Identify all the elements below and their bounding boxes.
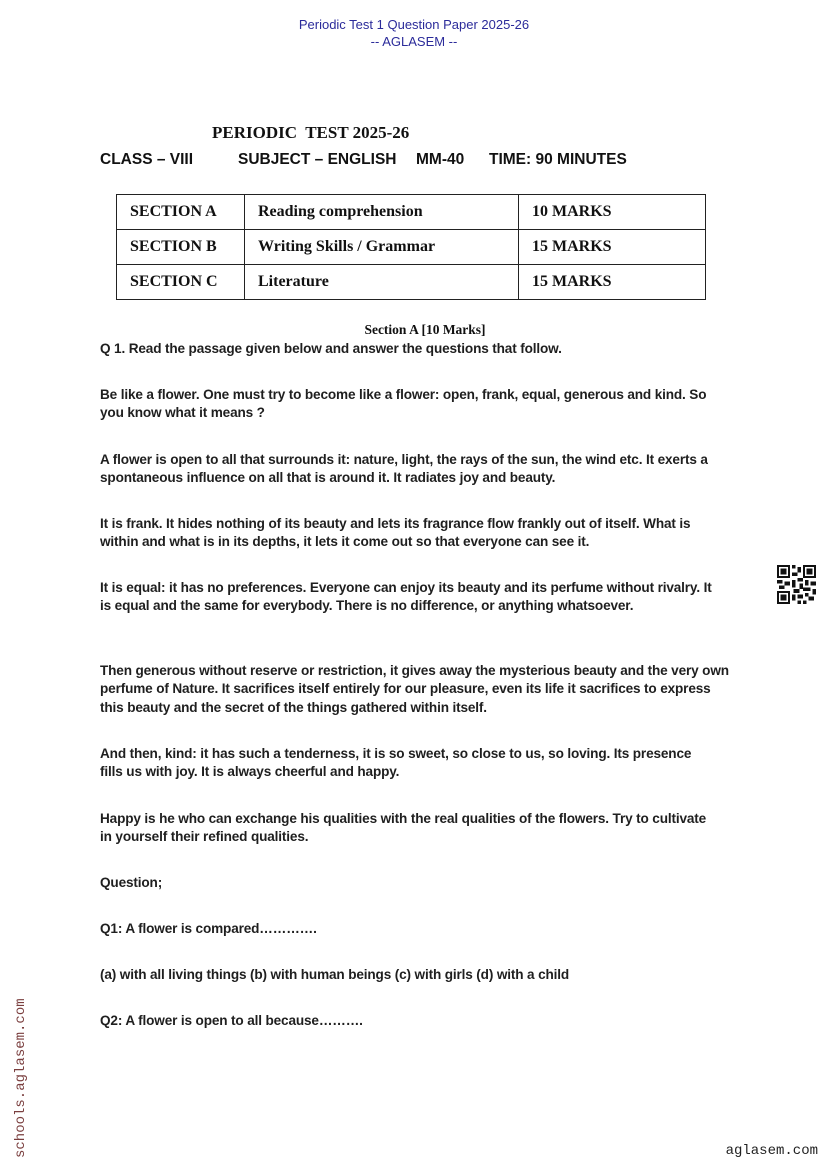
marks-cell: 10 MARKS	[519, 195, 706, 230]
passage-paragraph: Be like a flower. One must try to become like a flower: open, frank, equal, generous and kind. So you know what it means ?	[100, 387, 707, 421]
page-header	[0, 16, 828, 50]
marks-cell: 15 MARKS	[519, 265, 706, 300]
question-2: Q2: A flower is open to all because……….	[100, 1013, 363, 1028]
header-source: -- AGLASEM --	[370, 34, 458, 49]
paper-title: PERIODIC TEST 2025-26	[212, 123, 410, 142]
q1-instruction: Q 1. Read the passage given below and answer the questions that follow.	[100, 341, 562, 356]
max-marks-label: MM-40	[416, 151, 465, 168]
section-a-heading: Section A [10 Marks]	[364, 322, 486, 337]
passage-paragraph: A flower is open to all that surrounds it: nature, light, the rays of the sun, the wind etc. It exerts a spontaneous influence on all that is around it. It radiates joy and beauty.	[100, 452, 708, 486]
qr-code-icon	[777, 565, 816, 604]
table-row	[117, 195, 706, 230]
topic-cell: Writing Skills / Grammar	[245, 230, 519, 265]
class-label: CLASS – VIII	[100, 151, 194, 168]
question-1-options: (a) with all living things (b) with human beings (c) with girls (d) with a child	[100, 967, 570, 982]
topic-cell: Reading comprehension	[245, 195, 519, 230]
section-cell: SECTION A	[117, 195, 245, 230]
section-cell: SECTION B	[117, 230, 245, 265]
passage-paragraph: It is equal: it has no preferences. Everyone can enjoy its beauty and its perfume without rivalry. It is equal and the same for everybody. There is no difference, or anything whatsoever.	[100, 580, 712, 614]
table-row	[117, 265, 706, 300]
header-title: Periodic Test 1 Question Paper 2025-26	[298, 17, 530, 32]
topic-cell: Literature	[245, 265, 519, 300]
passage-paragraph: Then generous without reserve or restriction, it gives away the mysterious beauty and the very own perfume of Nature. It sacrifices itself entirely for our pleasure, even its life it sacrifices to express this beauty and the secret of the things gathered within itself.	[100, 663, 729, 715]
passage-paragraph: Happy is he who can exchange his qualities with the real qualities of the flowers. Try to cultivate in yourself their refined qualities.	[100, 811, 707, 845]
marks-cell: 15 MARKS	[519, 230, 706, 265]
sections-table	[116, 194, 706, 300]
question-1: Q1: A flower is compared………….	[100, 921, 317, 936]
time-label: TIME: 90 MINUTES	[489, 151, 627, 168]
subject-label: SUBJECT – ENGLISH	[238, 151, 397, 168]
footer-watermark: aglasem.com	[725, 1143, 818, 1159]
side-watermark: schools.aglasem.com	[13, 998, 29, 1158]
table-row	[117, 230, 706, 265]
questions-label: Question;	[100, 875, 163, 890]
section-cell: SECTION C	[117, 265, 245, 300]
passage-paragraph: And then, kind: it has such a tenderness, it is so sweet, so close to us, so loving. Its presence fills us with joy. It is always cheerful and happy.	[100, 746, 692, 780]
passage-paragraph: It is frank. It hides nothing of its beauty and lets its fragrance flow frankly out of itself. What is within and what is in its depths, it lets it come out so that everyone can see it.	[100, 516, 691, 550]
